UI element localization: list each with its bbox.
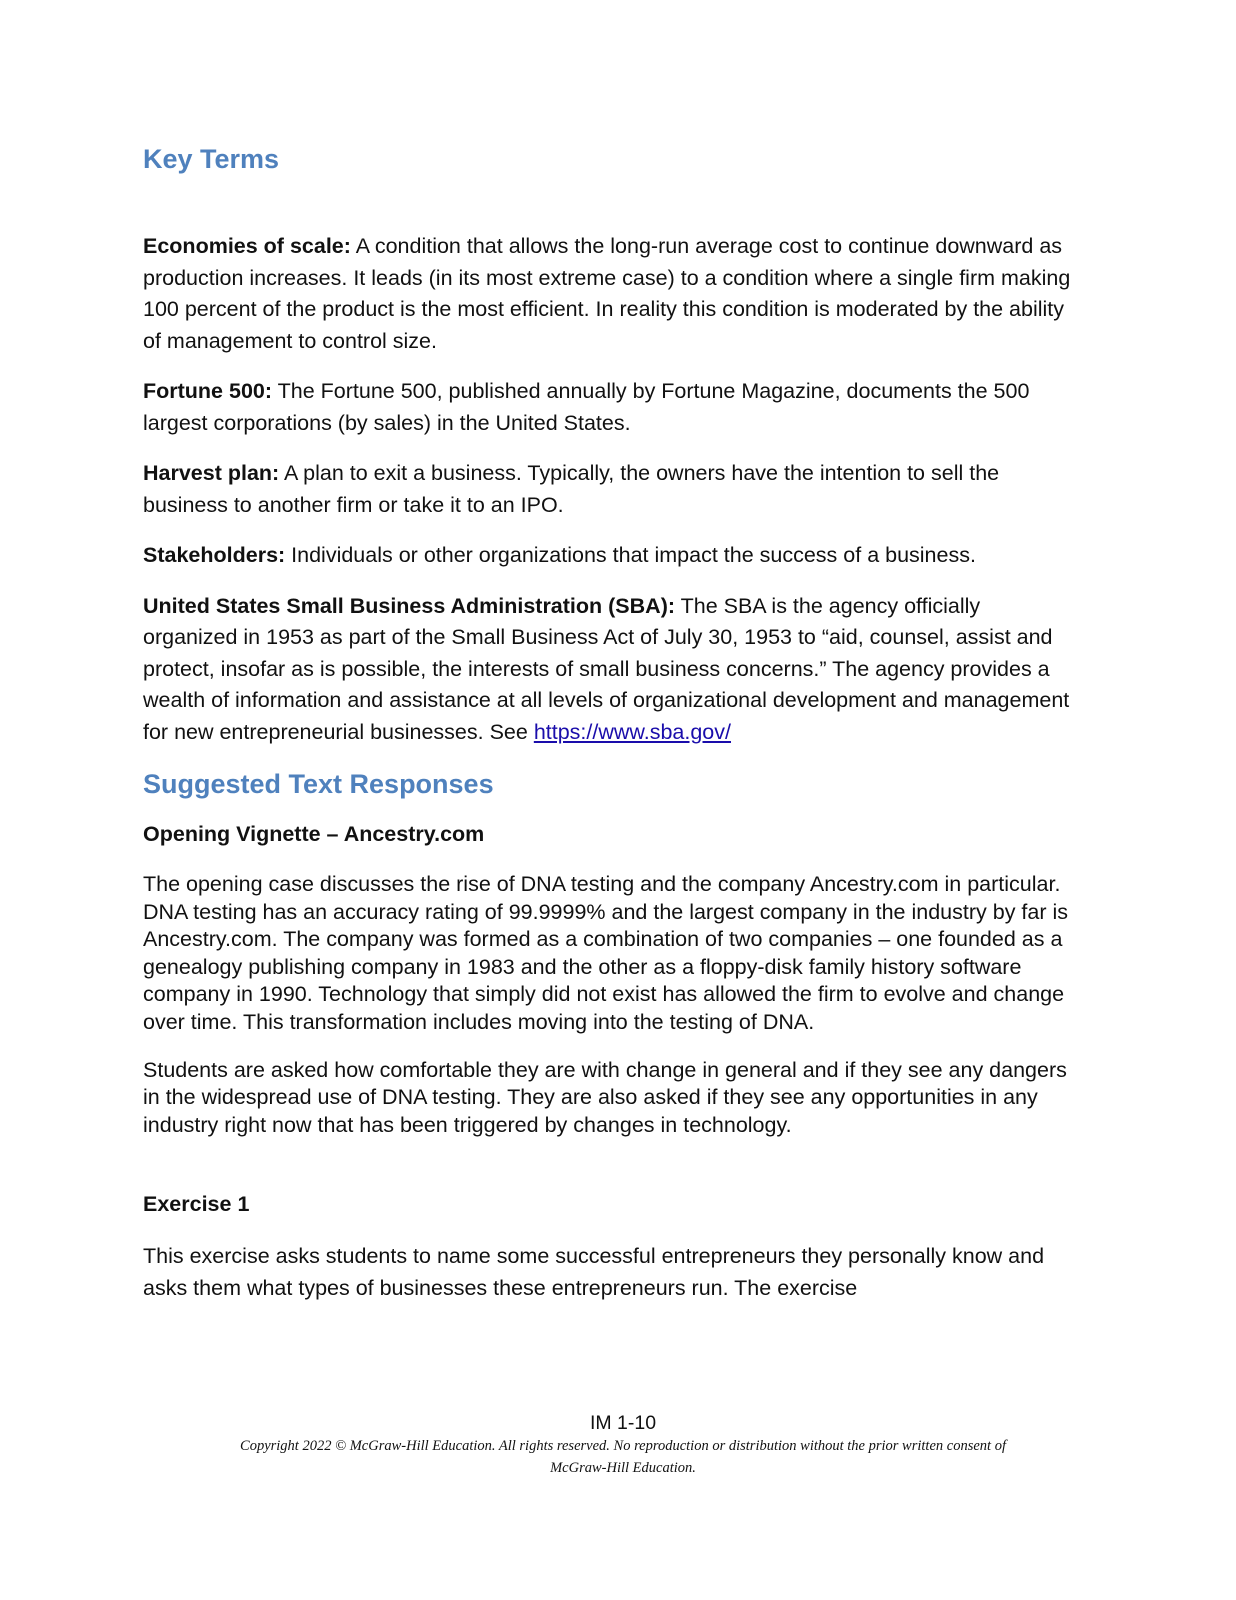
term-definition: The SBA is the agency officially organized in 1953 as part of the Small Business Act of July 30, 1953 to “aid, counsel, assist and protect, insofar as is possible, the interests of small business concerns.” The agency provides a wealth of information and assistance at all levels of organizational development and management for new entrepreneurial businesses. See <box>143 593 1070 744</box>
term-label: Fortune 500: <box>143 379 273 403</box>
term-stakeholders <box>143 540 1073 572</box>
term-definition: Individuals or other organizations that impact the success of a business. <box>285 543 976 567</box>
key-terms-heading: Key Terms <box>143 144 280 174</box>
suggested-responses-heading: Suggested Text Responses <box>143 769 494 799</box>
vignette-paragraph: The opening case discusses the rise of DNA testing and the company Ancestry.com in particular. DNA testing has an accuracy rating of 99.9999% and the largest company in the industry by far is Ancestry.com. The company was formed as a combination of two companies – one founded as a genealogy publishing company in 1983 and the other as a floppy-disk family history software company in 1990. Technology that simply did not exist has allowed the firm to evolve and change over time. This transformation includes moving into the testing of DNA. <box>143 872 1069 1034</box>
term-definition: A condition that allows the long-run average cost to continue downward as production increases. It leads (in its most extreme case) to a condition where a single firm making 100 percent of the product is the most efficient. In reality this condition is moderated by the ability of management to control size. <box>143 234 1071 353</box>
copyright-notice <box>163 1435 1073 1479</box>
term-label: Harvest plan: <box>143 461 280 485</box>
term-label: Economies of scale: <box>143 234 351 258</box>
term-fortune-500 <box>143 376 1073 439</box>
copyright-line: Copyright 2022 © McGraw-Hill Education. All rights reserved. No reproduction or distribution without the prior written consent of <box>240 1438 1006 1454</box>
term-definition: The Fortune 500, published annually by Fortune Magazine, documents the 500 largest corporations (by sales) in the United States. <box>143 379 1030 435</box>
term-economies-of-scale <box>143 231 1073 357</box>
page-footer <box>0 1411 1236 1479</box>
term-harvest-plan <box>143 458 1073 521</box>
page-content <box>143 142 1073 1324</box>
term-label: Stakeholders: <box>143 543 286 567</box>
sba-link[interactable]: https://www.sba.gov/ <box>533 719 731 744</box>
vignette-heading: Opening Vignette – Ancestry.com <box>143 822 485 846</box>
vignette-paragraph: Students are asked how comfortable they are with change in general and if they see any dangers in the widespread use of DNA testing. They are also asked if they see any opportunities in any industry right now that has been triggered by changes in technology. <box>143 1057 1067 1137</box>
term-label: United States Small Business Administration (SBA): <box>143 593 676 618</box>
copyright-line: McGraw-Hill Education. <box>550 1460 696 1476</box>
exercise-paragraph: This exercise asks students to name some successful entrepreneurs they personally know and asks them what types of businesses these entrepreneurs run. The exercise <box>143 1244 1045 1300</box>
exercise-heading: Exercise 1 <box>143 1192 250 1217</box>
term-sba <box>143 591 1073 749</box>
page-number: IM 1-10 <box>589 1412 657 1434</box>
term-definition: A plan to exit a business. Typically, the owners have the intention to sell the business to another firm or take it to an IPO. <box>143 461 1000 517</box>
